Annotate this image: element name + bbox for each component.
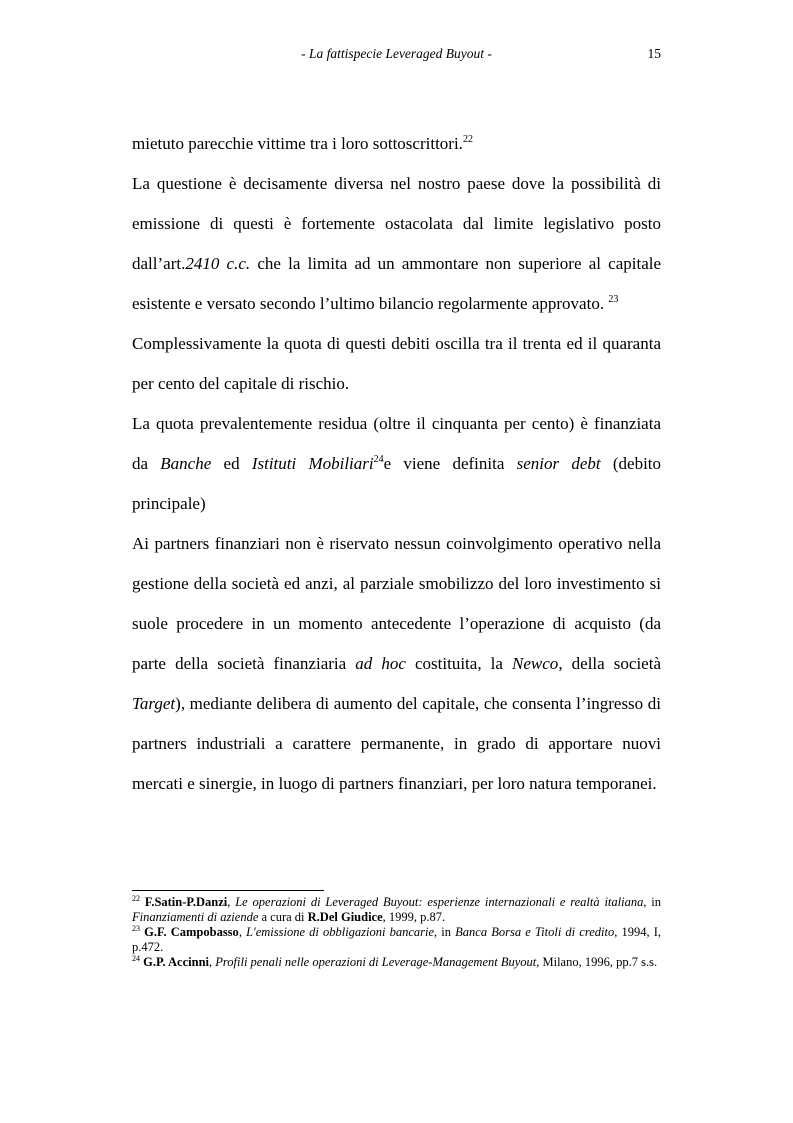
body-text — [132, 124, 661, 804]
page-number: 15 — [647, 46, 661, 61]
footnote-23: $^{23}$ G.F. Campobasso, L'emissione di obbligazioni bancarie, in Banca Borsa e Titoli di credito, 1994, I, p.472. — [132, 924, 662, 954]
page-header — [132, 46, 661, 66]
footnote-ref-22[interactable]: 22 — [462, 134, 473, 145]
footnote-22: $^{22}$ F.Satin-P.Danzi, Le operazioni di Leveraged Buyout: esperienze internazionali e realtà italiana, in Finanziamenti di aziende a cura di R.Del Giudice, 1999, p.87. — [132, 894, 662, 924]
paragraph-4: La quota prevalentemente residua (oltre il cinquanta per cento) è finanziata da Banche ed Istituti Mobiliari$^{24}$e viene definita senior debt (debito principale) — [132, 414, 662, 513]
law-reference: 2410 c.c. — [185, 254, 251, 273]
paragraph-2: La questione è decisamente diversa nel nostro paese dove la possibilità di emissione di questi è fortemente ostacolata dal limite legislativo posto dall’art.2410 c.c. che la limita ad un ammontare non superiore al capitale esistente e versato secondo l’ultimo bilancio regolarmente approvato. $^{23}$ — [132, 174, 662, 313]
paragraph-3: Complessivamente la quota di questi debiti oscilla tra il trenta ed il quaranta per cento del capitale di rischio. — [132, 334, 661, 393]
footnote-ref-23[interactable]: 23 — [608, 294, 619, 305]
paragraph-1: mietuto parecchie vittime tra i loro sottoscrittori.$^{22}$ — [132, 134, 473, 153]
footnote-24: $^{24}$ G.P. Accinni, Profili penali nelle operazioni di Leverage-Management Buyout, Milano, 1996, pp.7 s.s. — [132, 954, 658, 969]
footnotes — [132, 895, 661, 970]
footnote-divider — [132, 890, 324, 891]
running-title: - La fattispecie Leveraged Buyout - — [301, 46, 492, 61]
paragraph-5: Ai partners finanziari non è riservato nessun coinvolgimento operativo nella gestione della società ed anzi, al parziale smobilizzo del loro investimento si suole procedere in un momento antecedente l’operazione di acquisto (da parte della società finanziaria ad hoc costituita, la Newco, della società Target), mediante delibera di aumento del capitale, che consenta l’ingresso di partners industriali a carattere permanente, in grado di apportare nuovi mercati e sinergie, in luogo di partners finanziari, per loro natura temporanei. — [132, 534, 661, 793]
footnote-ref-24[interactable]: 24 — [373, 454, 384, 465]
